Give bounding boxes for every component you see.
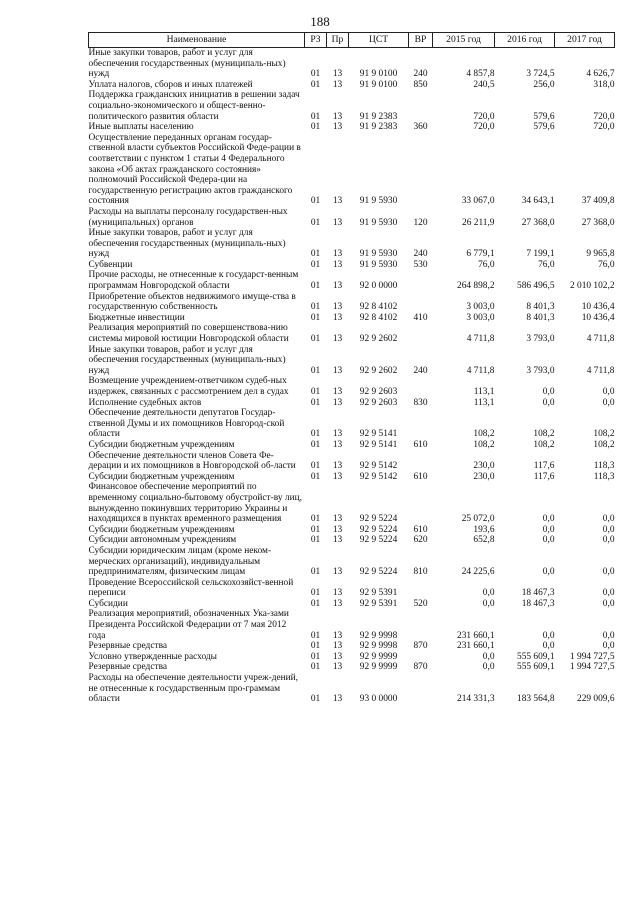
cell-cst: 91 9 2383 bbox=[359, 111, 398, 122]
cell-pr: 13 bbox=[332, 641, 343, 652]
cell-2017: 0,0 bbox=[602, 630, 615, 641]
table-row bbox=[89, 408, 615, 440]
cell-vr bbox=[409, 90, 433, 122]
cell-2015: 193,6 bbox=[473, 524, 495, 535]
cell-name: Приобретение объектов недвижимого имуще-ства в государственную собственность bbox=[88, 291, 296, 313]
cell-pr: 13 bbox=[332, 217, 343, 228]
cell-pr: 13 bbox=[332, 588, 343, 599]
cell-rz: 01 bbox=[310, 694, 321, 705]
cell-pr: 13 bbox=[332, 69, 343, 80]
cell-vr bbox=[409, 376, 433, 397]
cell-pr: 13 bbox=[332, 302, 343, 313]
cell-name: Поддержка гражданских инициатив в решении задач социально-экономического и общест-венно-политического развития области bbox=[88, 90, 300, 122]
cell-pr: 13 bbox=[332, 397, 343, 408]
cell-2017: 0,0 bbox=[602, 588, 615, 599]
cell-rz: 01 bbox=[310, 429, 321, 440]
cell-2016: 108,2 bbox=[533, 429, 555, 440]
table-row bbox=[89, 451, 615, 472]
cell-cst: 92 9 5224 bbox=[359, 514, 398, 525]
cell-2017: 118,3 bbox=[593, 461, 615, 472]
cell-name: Условно утвержденные расходы bbox=[88, 651, 217, 662]
cell-rz: 01 bbox=[310, 196, 321, 207]
cell-2017: 0,0 bbox=[602, 567, 615, 578]
cell-cst: 92 9 2602 bbox=[359, 365, 398, 376]
cell-2017: 229 009,6 bbox=[577, 694, 615, 705]
table-row bbox=[89, 260, 615, 271]
cell-name: Субсидии бюджетным учреждениям bbox=[88, 471, 235, 482]
cell-2016: 3 724,5 bbox=[526, 69, 555, 80]
cell-rz: 01 bbox=[310, 471, 321, 482]
cell-2017: 2 010 102,2 bbox=[569, 281, 615, 292]
cell-2015: 720,0 bbox=[473, 122, 495, 133]
cell-2015: 720,0 bbox=[473, 111, 495, 122]
cell-2016: 18 467,3 bbox=[521, 588, 555, 599]
cell-2017: 4 626,7 bbox=[586, 69, 615, 80]
cell-2016: 3 793,0 bbox=[526, 334, 555, 345]
cell-2017: 9 965,8 bbox=[586, 249, 615, 260]
cell-pr: 13 bbox=[332, 598, 343, 609]
cell-rz: 01 bbox=[310, 122, 321, 133]
cell-2017: 0,0 bbox=[602, 514, 615, 525]
cell-2015: 4 711,8 bbox=[466, 334, 495, 345]
cell-vr bbox=[409, 609, 433, 641]
cell-pr: 13 bbox=[332, 365, 343, 376]
cell-name: Иные выплаты населению bbox=[88, 122, 194, 133]
cell-pr: 13 bbox=[332, 334, 343, 345]
cell-vr: 530 bbox=[413, 259, 428, 270]
cell-2015: 214 331,3 bbox=[457, 694, 495, 705]
cell-pr: 13 bbox=[332, 312, 343, 323]
table-row bbox=[89, 599, 615, 610]
cell-pr: 13 bbox=[332, 514, 343, 525]
cell-name: Субсидии юридическим лицам (кроме неком-мерческих организаций), индивидуальным предпринимателям, физическим лицам bbox=[88, 545, 272, 578]
cell-rz: 01 bbox=[310, 641, 321, 652]
cell-cst: 91 9 5930 bbox=[359, 196, 398, 207]
table-row bbox=[89, 546, 615, 578]
cell-2016: 579,6 bbox=[533, 111, 555, 122]
cell-2015: 108,2 bbox=[473, 439, 495, 450]
cell-2016: 108,2 bbox=[533, 439, 555, 450]
cell-cst: 92 9 9999 bbox=[359, 651, 398, 662]
cell-cst: 92 9 9999 bbox=[359, 662, 398, 673]
table-row bbox=[89, 482, 615, 524]
cell-2015: 0,0 bbox=[482, 662, 495, 673]
cell-2016: 0,0 bbox=[542, 567, 555, 578]
cell-name: Реализация мероприятий по совершенствова-нию системы мировой юстиции Новгородской области bbox=[88, 323, 289, 345]
cell-2017: 720,0 bbox=[593, 122, 615, 133]
cell-2016: 0,0 bbox=[542, 630, 555, 641]
cell-pr: 13 bbox=[332, 281, 343, 292]
cell-vr: 240 bbox=[413, 69, 428, 80]
table-row bbox=[89, 652, 615, 663]
cell-vr: 410 bbox=[413, 312, 428, 323]
cell-vr: 520 bbox=[413, 598, 428, 609]
cell-pr: 13 bbox=[332, 694, 343, 705]
cell-rz: 01 bbox=[310, 259, 321, 270]
table-row bbox=[89, 207, 615, 228]
cell-cst: 91 9 2383 bbox=[359, 122, 398, 133]
table-body bbox=[89, 48, 615, 705]
header-name: Наименование bbox=[89, 33, 305, 48]
cell-name: Бюджетные инвестиции bbox=[88, 312, 185, 323]
cell-2017: 0,0 bbox=[602, 524, 615, 535]
cell-rz: 01 bbox=[310, 662, 321, 673]
cell-name: Субсидии bbox=[88, 598, 128, 609]
table-row bbox=[89, 609, 615, 641]
table-header bbox=[89, 33, 615, 48]
cell-2016: 0,0 bbox=[542, 387, 555, 397]
cell-vr bbox=[409, 408, 433, 440]
cell-rz: 01 bbox=[310, 69, 321, 80]
cell-cst: 91 9 5930 bbox=[359, 217, 398, 228]
header-row bbox=[89, 33, 615, 48]
table-row bbox=[89, 90, 615, 122]
cell-cst: 91 9 5930 bbox=[359, 249, 398, 260]
cell-cst: 92 0 0000 bbox=[359, 281, 398, 292]
table-row bbox=[89, 376, 615, 397]
cell-pr: 13 bbox=[332, 259, 343, 270]
header-rz: РЗ bbox=[305, 33, 327, 48]
cell-2015: 230,0 bbox=[473, 471, 495, 482]
cell-vr: 870 bbox=[413, 662, 428, 673]
cell-rz: 01 bbox=[310, 567, 321, 578]
cell-vr bbox=[409, 652, 433, 663]
table-row bbox=[89, 270, 615, 291]
cell-rz: 01 bbox=[310, 630, 321, 641]
cell-2016: 3 793,0 bbox=[526, 365, 555, 376]
cell-name: Резервные средства bbox=[88, 662, 168, 673]
cell-2017: 76,0 bbox=[598, 259, 615, 270]
header-cst: ЦСТ bbox=[349, 33, 409, 48]
table-row bbox=[89, 535, 615, 546]
cell-2017: 27 368,0 bbox=[581, 217, 615, 228]
cell-rz: 01 bbox=[310, 281, 321, 292]
cell-cst: 93 0 0000 bbox=[359, 694, 398, 705]
cell-2015: 4 711,8 bbox=[466, 365, 495, 376]
cell-name: Уплата налогов, сборов и иных платежей bbox=[88, 79, 253, 90]
cell-name: Иные закупки товаров, работ и услуг для обеспечения государственных (муниципаль-ных) нужд bbox=[88, 48, 286, 80]
table-row bbox=[89, 345, 615, 377]
cell-2015: 4 857,8 bbox=[466, 69, 495, 80]
cell-2017: 1 994 727,5 bbox=[569, 651, 615, 662]
cell-2017: 108,2 bbox=[593, 429, 615, 440]
cell-rz: 01 bbox=[310, 365, 321, 376]
budget-table bbox=[88, 32, 615, 705]
cell-pr: 13 bbox=[332, 461, 343, 472]
cell-cst: 92 9 5391 bbox=[359, 598, 398, 609]
cell-vr: 240 bbox=[413, 249, 428, 260]
cell-2016: 183 564,8 bbox=[517, 694, 555, 705]
cell-vr bbox=[409, 270, 433, 291]
cell-cst: 92 9 5224 bbox=[359, 524, 398, 535]
cell-pr: 13 bbox=[332, 111, 343, 122]
table-row bbox=[89, 578, 615, 599]
cell-name: Субсидии бюджетным учреждениям bbox=[88, 524, 235, 535]
cell-2016: 0,0 bbox=[542, 641, 555, 652]
table-row bbox=[89, 122, 615, 133]
table-row bbox=[89, 398, 615, 409]
cell-name: Субсидии бюджетным учреждениям bbox=[88, 439, 235, 450]
page-number: 188 bbox=[310, 14, 330, 29]
cell-vr bbox=[409, 578, 433, 599]
cell-name: Расходы на выплаты персоналу государствен-ных (муниципальных) органов bbox=[88, 206, 288, 228]
cell-2015: 231 660,1 bbox=[457, 641, 495, 652]
table-row bbox=[89, 662, 615, 673]
cell-vr bbox=[409, 292, 433, 313]
cell-name: Субсидии автономным учреждениям bbox=[88, 535, 237, 546]
header-2015: 2015 год bbox=[433, 33, 495, 48]
cell-rz: 01 bbox=[310, 217, 321, 228]
cell-2015: 76,0 bbox=[478, 259, 495, 270]
cell-pr: 13 bbox=[332, 651, 343, 662]
cell-rz: 01 bbox=[310, 524, 321, 535]
cell-vr: 810 bbox=[413, 567, 428, 578]
cell-2015: 3 003,0 bbox=[466, 312, 495, 323]
header-2016: 2016 год bbox=[495, 33, 555, 48]
table-row bbox=[89, 48, 615, 80]
cell-rz: 01 bbox=[310, 598, 321, 609]
cell-2015: 0,0 bbox=[482, 651, 495, 662]
cell-name: Обеспечение деятельности депутатов Государ-ственной Думы и их помощников Новгород-ской области bbox=[88, 408, 285, 440]
cell-name: Расходы на обеспечение деятельности учреж-дений, не отнесенные к государственным про-граммам области bbox=[88, 673, 299, 705]
cell-pr: 13 bbox=[332, 535, 343, 546]
cell-2016: 579,6 bbox=[533, 122, 555, 133]
cell-2015: 230,0 bbox=[473, 461, 495, 472]
cell-2017: 10 436,4 bbox=[581, 302, 615, 313]
cell-cst: 92 9 5142 bbox=[359, 461, 398, 472]
cell-2017: 0,0 bbox=[602, 397, 615, 408]
cell-rz: 01 bbox=[310, 535, 321, 546]
cell-2017: 4 711,8 bbox=[586, 365, 615, 376]
cell-2015: 0,0 bbox=[482, 588, 495, 599]
table-row bbox=[89, 323, 615, 344]
cell-vr: 620 bbox=[413, 535, 428, 546]
header-pr: Пр bbox=[327, 33, 349, 48]
cell-2017: 720,0 bbox=[593, 111, 615, 122]
header-vr: ВР bbox=[409, 33, 433, 48]
cell-pr: 13 bbox=[332, 249, 343, 260]
cell-pr: 13 bbox=[332, 567, 343, 578]
cell-name: Возмещение учреждением-ответчиком судеб-ных издержек, связанных с рассмотрением дел в судах bbox=[88, 376, 289, 397]
cell-2015: 25 072,0 bbox=[461, 514, 495, 525]
cell-vr bbox=[409, 451, 433, 472]
cell-name: Реализация мероприятий, обозначенных Ука-зами Президента Российской Федерации от 7 мая 2012 года bbox=[88, 609, 289, 641]
cell-name: Резервные средства bbox=[88, 641, 168, 652]
cell-name: Проведение Всероссийской сельскохозяйст-венной переписи bbox=[88, 577, 294, 599]
cell-cst: 92 9 9998 bbox=[359, 630, 398, 641]
cell-pr: 13 bbox=[332, 122, 343, 133]
table-row bbox=[89, 292, 615, 313]
cell-cst: 92 9 2603 bbox=[359, 397, 398, 408]
cell-name: Обеспечение деятельности членов Совета Фе-дерации и их помощников в Новгородской об-ласти bbox=[88, 450, 296, 472]
cell-2016: 256,0 bbox=[533, 79, 555, 90]
cell-2016: 76,0 bbox=[538, 259, 555, 270]
cell-2016: 27 368,0 bbox=[521, 217, 555, 228]
cell-2017: 108,2 bbox=[593, 439, 615, 450]
cell-rz: 01 bbox=[310, 312, 321, 323]
cell-2017: 37 409,8 bbox=[581, 196, 615, 207]
cell-cst: 92 9 2602 bbox=[359, 334, 398, 345]
cell-cst: 92 9 5224 bbox=[359, 567, 398, 578]
cell-rz: 01 bbox=[310, 651, 321, 662]
cell-pr: 13 bbox=[332, 471, 343, 482]
cell-2017: 1 994 727,5 bbox=[569, 662, 615, 673]
cell-rz: 01 bbox=[310, 397, 321, 408]
cell-pr: 13 bbox=[332, 524, 343, 535]
cell-rz: 01 bbox=[310, 302, 321, 313]
cell-2015: 113,1 bbox=[473, 387, 495, 397]
cell-vr: 240 bbox=[413, 365, 428, 376]
cell-pr: 13 bbox=[332, 662, 343, 673]
cell-cst: 91 9 5930 bbox=[359, 259, 398, 270]
header-2017: 2017 год bbox=[555, 33, 615, 48]
cell-pr: 13 bbox=[332, 439, 343, 450]
cell-pr: 13 bbox=[332, 429, 343, 440]
cell-2015: 6 779,1 bbox=[466, 249, 495, 260]
table-row bbox=[89, 472, 615, 483]
cell-rz: 01 bbox=[310, 249, 321, 260]
cell-cst: 92 8 4102 bbox=[359, 312, 398, 323]
cell-2016: 555 609,1 bbox=[517, 662, 555, 673]
cell-2016: 0,0 bbox=[542, 535, 555, 546]
cell-2015: 240,5 bbox=[473, 79, 495, 90]
cell-cst: 92 9 9998 bbox=[359, 641, 398, 652]
cell-vr bbox=[409, 323, 433, 344]
table-row bbox=[89, 133, 615, 207]
cell-2016: 0,0 bbox=[542, 514, 555, 525]
table-row bbox=[89, 440, 615, 451]
cell-vr: 610 bbox=[413, 471, 428, 482]
table-row bbox=[89, 673, 615, 705]
cell-pr: 13 bbox=[332, 79, 343, 90]
cell-vr: 830 bbox=[413, 397, 428, 408]
cell-2017: 0,0 bbox=[602, 598, 615, 609]
cell-2016: 8 401,3 bbox=[526, 312, 555, 323]
cell-2016: 555 609,1 bbox=[517, 651, 555, 662]
cell-rz: 01 bbox=[310, 79, 321, 90]
cell-2015: 26 211,9 bbox=[462, 217, 495, 228]
cell-cst: 92 9 5224 bbox=[359, 535, 398, 546]
cell-rz: 01 bbox=[310, 111, 321, 122]
cell-cst: 92 9 5141 bbox=[359, 439, 398, 450]
cell-2016: 8 401,3 bbox=[526, 302, 555, 313]
cell-cst: 92 9 5142 bbox=[359, 471, 398, 482]
cell-2016: 34 643,1 bbox=[521, 196, 555, 207]
cell-name: Финансовое обеспечение мероприятий по временному социально-бытовому обустройст-ву лиц, вынужденно покинувших территорию Украины и находящихся в пунктах временного размещения bbox=[88, 482, 302, 525]
cell-pr: 13 bbox=[332, 196, 343, 207]
cell-name: Прочие расходы, не отнесенные к государст-венным программам Новгородской области bbox=[88, 270, 299, 292]
cell-2016: 18 467,3 bbox=[521, 598, 555, 609]
cell-2015: 113,1 bbox=[473, 397, 495, 408]
cell-2015: 264 898,2 bbox=[457, 281, 495, 292]
cell-name: Иные закупки товаров, работ и услуг для обеспечения государственных (муниципаль-ных) нужд bbox=[88, 344, 286, 376]
cell-2016: 586 496,5 bbox=[517, 281, 555, 292]
cell-cst: 92 9 5391 bbox=[359, 588, 398, 599]
table-row bbox=[89, 641, 615, 652]
cell-rz: 01 bbox=[310, 439, 321, 450]
cell-2017: 4 711,8 bbox=[586, 334, 615, 345]
cell-2015: 231 660,1 bbox=[457, 630, 495, 641]
cell-2015: 24 225,6 bbox=[461, 567, 495, 578]
cell-2016: 117,6 bbox=[533, 471, 555, 482]
cell-name: Субвенции bbox=[88, 259, 133, 270]
cell-2017: 0,0 bbox=[602, 535, 615, 546]
table-row bbox=[89, 313, 615, 324]
table-row bbox=[89, 228, 615, 260]
cell-2015: 108,2 bbox=[473, 429, 495, 440]
cell-cst: 91 9 0100 bbox=[359, 69, 398, 80]
cell-rz: 01 bbox=[310, 514, 321, 525]
table-row bbox=[89, 80, 615, 91]
cell-2015: 33 067,0 bbox=[461, 196, 495, 207]
cell-cst: 92 8 4102 bbox=[359, 302, 398, 313]
cell-2016: 0,0 bbox=[542, 524, 555, 535]
cell-rz: 01 bbox=[310, 334, 321, 345]
cell-name: Исполнение судебных актов bbox=[88, 397, 202, 408]
cell-2017: 118,3 bbox=[593, 471, 615, 482]
cell-cst: 91 9 0100 bbox=[359, 79, 398, 90]
cell-2015: 0,0 bbox=[482, 598, 495, 609]
cell-cst: 92 9 5141 bbox=[359, 429, 398, 440]
cell-vr bbox=[409, 673, 433, 705]
cell-2015: 652,8 bbox=[473, 535, 495, 546]
cell-vr: 360 bbox=[413, 122, 428, 133]
cell-pr: 13 bbox=[332, 387, 343, 397]
cell-vr: 850 bbox=[413, 79, 428, 90]
cell-rz: 01 bbox=[310, 461, 321, 472]
cell-name: Иные закупки товаров, работ и услуг для обеспечения государственных (муниципаль-ных) нужд bbox=[88, 228, 286, 260]
cell-2015: 3 003,0 bbox=[466, 302, 495, 313]
cell-vr: 610 bbox=[413, 439, 428, 450]
cell-cst: 92 9 2603 bbox=[359, 387, 398, 397]
cell-2016: 117,6 bbox=[533, 461, 555, 472]
cell-2017: 318,0 bbox=[593, 79, 615, 90]
cell-2016: 7 199,1 bbox=[526, 249, 555, 260]
cell-rz: 01 bbox=[310, 588, 321, 599]
cell-vr bbox=[409, 482, 433, 524]
cell-rz: 01 bbox=[310, 387, 321, 397]
cell-2017: 0,0 bbox=[602, 387, 615, 397]
cell-vr: 870 bbox=[413, 641, 428, 652]
cell-2017: 10 436,4 bbox=[581, 312, 615, 323]
table-row bbox=[89, 525, 615, 536]
cell-vr bbox=[409, 133, 433, 207]
cell-2016: 0,0 bbox=[542, 397, 555, 408]
cell-vr: 610 bbox=[413, 524, 428, 535]
cell-2017: 0,0 bbox=[602, 641, 615, 652]
cell-name: Осуществление переданных органам государ-ственной власти субъектов Российской Феде-рации в соответствии с пунктом 1 статьи 4 Федерального закона «Об актах гражданского состояния» полномочий Российской Федера-ции на государственную регистрацию актов гражданского состояния bbox=[88, 132, 301, 207]
cell-pr: 13 bbox=[332, 630, 343, 641]
cell-vr: 120 bbox=[413, 217, 428, 228]
